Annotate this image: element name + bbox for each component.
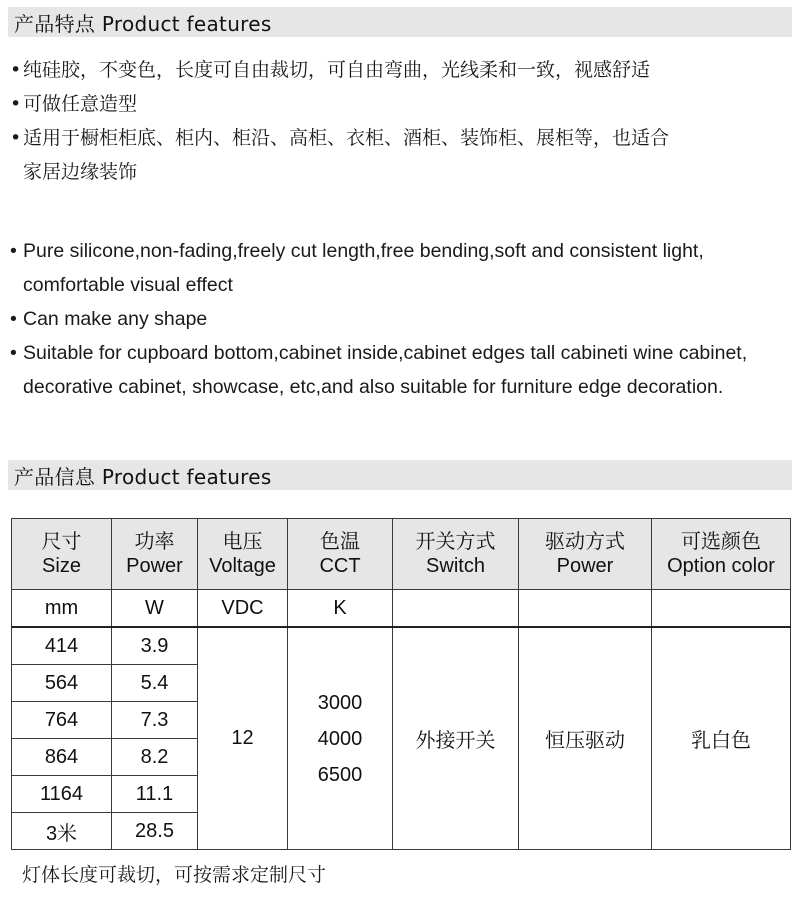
cct-value: 4000 xyxy=(317,727,363,750)
unit-cell: mm xyxy=(12,590,112,628)
section-title: 产品信息 Product features xyxy=(14,464,272,489)
unit-cell: VDC xyxy=(198,590,288,628)
bullet: • xyxy=(10,308,17,330)
spec-table xyxy=(11,518,791,850)
bullet: • xyxy=(10,93,22,115)
header-zh: 色温 xyxy=(320,531,360,553)
header-en: Size xyxy=(42,555,81,577)
cct-cell xyxy=(288,627,393,850)
features-list-en xyxy=(10,234,800,404)
power-cell: 28.5 xyxy=(112,813,198,850)
header-en: Switch xyxy=(426,555,485,577)
header-cct xyxy=(288,519,393,590)
size-cell: 564 xyxy=(12,665,112,702)
unit-cell xyxy=(393,590,519,628)
header-en: Power xyxy=(126,555,183,577)
list-item xyxy=(10,87,800,121)
size-cell: 3米 xyxy=(12,813,112,850)
cct-value: 3000 xyxy=(317,691,363,714)
list-item xyxy=(10,234,800,302)
header-en: Voltage xyxy=(209,555,276,577)
list-item xyxy=(10,53,800,87)
feature-text: 适用于橱柜柜底、柜内、柜沿、高柜、衣柜、酒柜、装饰柜、展柜等，也适合 家居边缘装饰 xyxy=(23,127,670,183)
footnote: 灯体长度可裁切，可按需求定制尺寸 xyxy=(22,864,327,886)
header-driver xyxy=(519,519,652,590)
header-en: Power xyxy=(556,555,614,577)
table-unit-row xyxy=(12,590,791,628)
bullet: • xyxy=(10,342,17,364)
power-cell: 11.1 xyxy=(112,776,198,813)
bullet: • xyxy=(10,59,22,81)
header-zh: 驱动方式 xyxy=(545,531,625,553)
unit-cell xyxy=(519,590,652,628)
header-voltage xyxy=(198,519,288,590)
header-en: Option color xyxy=(667,555,775,577)
color-cell: 乳白色 xyxy=(652,627,791,850)
power-cell: 8.2 xyxy=(112,739,198,776)
bullet: • xyxy=(10,240,17,262)
list-item xyxy=(10,302,800,336)
header-zh: 电压 xyxy=(222,531,263,553)
unit-cell: K xyxy=(288,590,393,628)
feature-text: Suitable for cupboard bottom,cabinet inside,cabinet edges tall cabineti wine cabinet, decorative cabinet, showcase, etc,and also suitable for furniture edge decoration. xyxy=(23,342,748,398)
power-cell: 3.9 xyxy=(112,627,198,665)
unit-cell: W xyxy=(112,590,198,628)
header-power xyxy=(112,519,198,590)
cct-value: 6500 xyxy=(317,763,363,786)
list-item xyxy=(10,336,800,404)
header-zh: 功率 xyxy=(134,531,175,553)
header-switch xyxy=(393,519,519,590)
section-header-product-info xyxy=(8,460,792,490)
driver-cell: 恒压驱动 xyxy=(519,627,652,850)
section-header-features xyxy=(8,7,792,37)
voltage-cell: 12 xyxy=(198,627,288,850)
table-header-row xyxy=(12,519,791,590)
power-cell: 5.4 xyxy=(112,665,198,702)
size-cell: 414 xyxy=(12,627,112,665)
unit-cell xyxy=(652,590,791,628)
header-size xyxy=(12,519,112,590)
switch-cell: 外接开关 xyxy=(393,627,519,850)
feature-text: 纯硅胶，不变色，长度可自由裁切，可自由弯曲，光线柔和一致，视感舒适 xyxy=(23,59,651,81)
size-cell: 764 xyxy=(12,702,112,739)
power-cell: 7.3 xyxy=(112,702,198,739)
header-zh: 尺寸 xyxy=(41,531,82,553)
feature-text: 可做任意造型 xyxy=(23,93,138,115)
header-zh: 可选颜色 xyxy=(681,531,761,553)
table-row xyxy=(12,627,791,665)
header-en: CCT xyxy=(319,555,361,577)
size-cell: 1164 xyxy=(12,776,112,813)
feature-text: Can make any shape xyxy=(23,308,208,330)
header-color xyxy=(652,519,791,590)
size-cell: 864 xyxy=(12,739,112,776)
header-zh: 开关方式 xyxy=(415,531,496,553)
section-title: 产品特点 Product features xyxy=(14,11,272,36)
feature-text: Pure silicone,non-fading,freely cut length,free bending,soft and consistent light, comfortable visual effect xyxy=(23,240,704,296)
list-item xyxy=(10,121,800,189)
bullet: • xyxy=(10,127,22,149)
features-list-zh xyxy=(10,53,800,189)
